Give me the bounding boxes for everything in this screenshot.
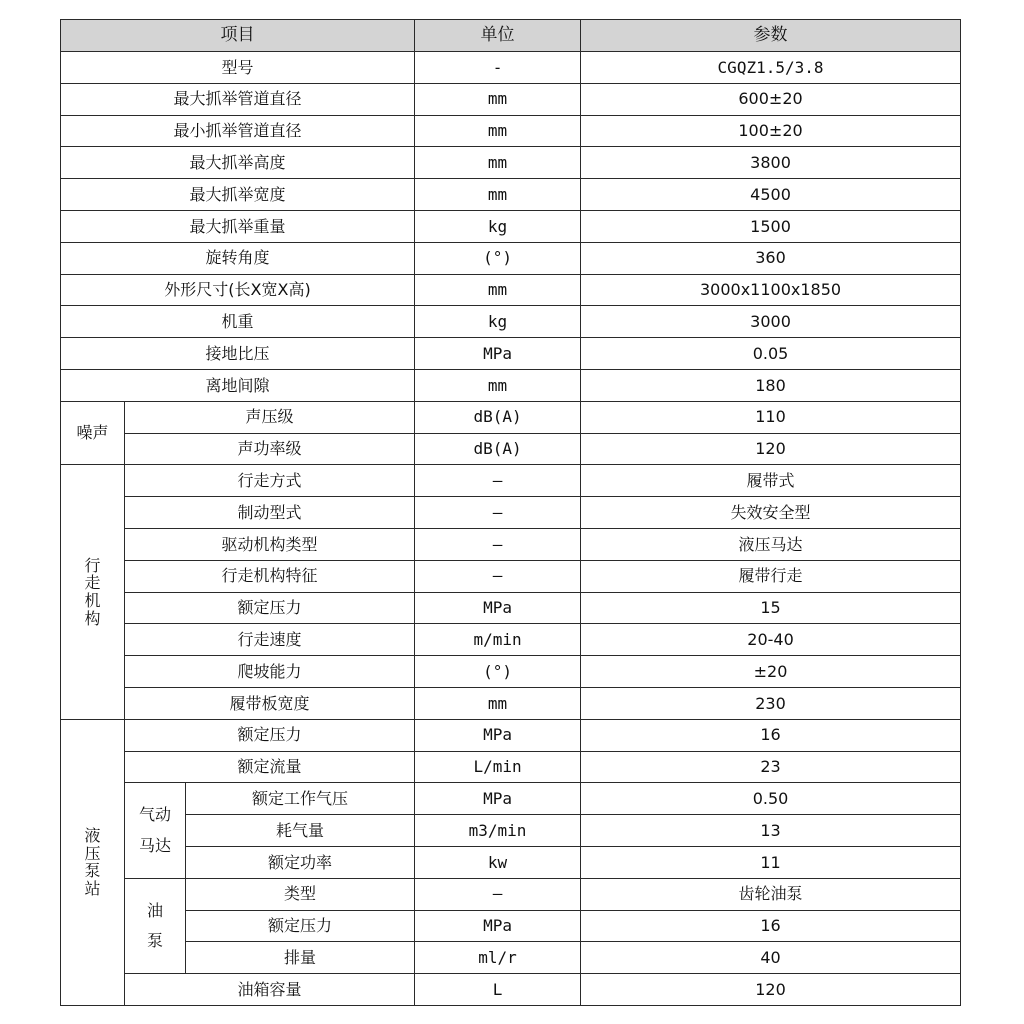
row-unit: MPa xyxy=(415,719,581,751)
row-label: 声功率级 xyxy=(125,433,415,465)
table-row xyxy=(61,751,961,783)
table-row xyxy=(61,433,961,465)
row-unit: — xyxy=(415,528,581,560)
table-row xyxy=(61,687,961,719)
row-unit: m3/min xyxy=(415,815,581,847)
table-row xyxy=(61,656,961,688)
row-label: 额定功率 xyxy=(186,846,415,878)
subgroup-label-oilpump-text: 油泵 xyxy=(146,900,163,950)
row-label: 行走方式 xyxy=(125,465,415,497)
row-label: 机重 xyxy=(61,306,415,338)
row-label: 耗气量 xyxy=(186,815,415,847)
table-row xyxy=(61,942,961,974)
table-row xyxy=(61,910,961,942)
table-row xyxy=(61,719,961,751)
row-unit: - xyxy=(415,52,581,84)
row-value: 履带行走 xyxy=(581,560,961,592)
row-value: 23 xyxy=(581,751,961,783)
row-value: 230 xyxy=(581,687,961,719)
header-item: 项目 xyxy=(61,20,415,52)
row-label: 离地间隙 xyxy=(61,369,415,401)
header-param: 参数 xyxy=(581,20,961,52)
subgroup-label-motor-text: 气动马达 xyxy=(138,805,171,855)
row-label: 最大抓举管道直径 xyxy=(61,83,415,115)
row-unit: MPa xyxy=(415,338,581,370)
row-label: 行走机构特征 xyxy=(125,560,415,592)
table-row xyxy=(61,115,961,147)
row-label: 声压级 xyxy=(125,401,415,433)
row-value: 4500 xyxy=(581,179,961,211)
table-row xyxy=(61,974,961,1006)
row-value: 180 xyxy=(581,369,961,401)
table-row xyxy=(61,83,961,115)
row-value: CGQZ1.5/3.8 xyxy=(581,52,961,84)
row-value: 1500 xyxy=(581,210,961,242)
row-value: 120 xyxy=(581,433,961,465)
table-row xyxy=(61,592,961,624)
row-label: 最大抓举宽度 xyxy=(61,179,415,211)
row-label: 驱动机构类型 xyxy=(125,528,415,560)
table-row xyxy=(61,815,961,847)
row-label: 制动型式 xyxy=(125,497,415,529)
row-value: ±20 xyxy=(581,656,961,688)
row-label: 型号 xyxy=(61,52,415,84)
row-label: 最大抓举高度 xyxy=(61,147,415,179)
row-label: 最大抓举重量 xyxy=(61,210,415,242)
row-label: 行走速度 xyxy=(125,624,415,656)
row-value: 40 xyxy=(581,942,961,974)
row-unit: kg xyxy=(415,306,581,338)
group-label-pump xyxy=(61,719,125,1005)
row-unit: dB(A) xyxy=(415,401,581,433)
row-value: 100±20 xyxy=(581,115,961,147)
table-row xyxy=(61,401,961,433)
row-unit: — xyxy=(415,497,581,529)
row-unit: L xyxy=(415,974,581,1006)
row-label: 额定流量 xyxy=(125,751,415,783)
row-unit: mm xyxy=(415,369,581,401)
table-row xyxy=(61,274,961,306)
row-value: 履带式 xyxy=(581,465,961,497)
row-unit: MPa xyxy=(415,783,581,815)
row-label: 额定工作气压 xyxy=(186,783,415,815)
row-value: 0.50 xyxy=(581,783,961,815)
row-label: 履带板宽度 xyxy=(125,687,415,719)
row-unit: m/min xyxy=(415,624,581,656)
row-value: 600±20 xyxy=(581,83,961,115)
row-value: 3000x1100x1850 xyxy=(581,274,961,306)
header-unit: 单位 xyxy=(415,20,581,52)
group-label-travel xyxy=(61,465,125,719)
row-label: 外形尺寸(长X宽X高) xyxy=(61,274,415,306)
row-value: 3800 xyxy=(581,147,961,179)
row-label: 额定压力 xyxy=(125,592,415,624)
row-unit: mm xyxy=(415,274,581,306)
row-unit: MPa xyxy=(415,910,581,942)
table-row xyxy=(61,179,961,211)
row-label: 额定压力 xyxy=(186,910,415,942)
group-label-travel-text: 行走机构 xyxy=(84,555,101,628)
row-unit: — xyxy=(415,878,581,910)
row-value: 120 xyxy=(581,974,961,1006)
table-row xyxy=(61,52,961,84)
row-unit: (°) xyxy=(415,242,581,274)
table-row xyxy=(61,147,961,179)
row-unit: mm xyxy=(415,179,581,211)
row-value: 20-40 xyxy=(581,624,961,656)
row-label: 类型 xyxy=(186,878,415,910)
table-row xyxy=(61,783,961,815)
table-row xyxy=(61,465,961,497)
group-label-noise: 噪声 xyxy=(61,401,125,465)
row-label: 爬坡能力 xyxy=(125,656,415,688)
group-label-pump-text: 液压泵站 xyxy=(84,826,101,898)
table-row xyxy=(61,338,961,370)
row-value: 16 xyxy=(581,719,961,751)
subgroup-label-oilpump xyxy=(125,878,186,973)
table-row xyxy=(61,624,961,656)
row-unit: dB(A) xyxy=(415,433,581,465)
row-label: 旋转角度 xyxy=(61,242,415,274)
table-row xyxy=(61,210,961,242)
row-unit: (°) xyxy=(415,656,581,688)
spec-table xyxy=(60,19,961,1006)
row-unit: kw xyxy=(415,846,581,878)
row-label: 接地比压 xyxy=(61,338,415,370)
row-label: 排量 xyxy=(186,942,415,974)
row-value: 液压马达 xyxy=(581,528,961,560)
table-row xyxy=(61,369,961,401)
row-label: 额定压力 xyxy=(125,719,415,751)
table-row xyxy=(61,846,961,878)
row-unit: mm xyxy=(415,147,581,179)
header-row xyxy=(61,20,961,52)
row-label: 油箱容量 xyxy=(125,974,415,1006)
row-value: 0.05 xyxy=(581,338,961,370)
row-value: 13 xyxy=(581,815,961,847)
row-value: 齿轮油泵 xyxy=(581,878,961,910)
row-value: 3000 xyxy=(581,306,961,338)
row-unit: MPa xyxy=(415,592,581,624)
row-unit: mm xyxy=(415,115,581,147)
table-row xyxy=(61,497,961,529)
row-value: 11 xyxy=(581,846,961,878)
row-value: 失效安全型 xyxy=(581,497,961,529)
row-value: 110 xyxy=(581,401,961,433)
row-label: 最小抓举管道直径 xyxy=(61,115,415,147)
row-unit: — xyxy=(415,560,581,592)
row-unit: — xyxy=(415,465,581,497)
table-row xyxy=(61,878,961,910)
subgroup-label-motor xyxy=(125,783,186,878)
table-row xyxy=(61,242,961,274)
row-unit: ml/r xyxy=(415,942,581,974)
table-row xyxy=(61,306,961,338)
row-unit: L/min xyxy=(415,751,581,783)
row-unit: mm xyxy=(415,687,581,719)
row-value: 16 xyxy=(581,910,961,942)
row-value: 15 xyxy=(581,592,961,624)
row-unit: mm xyxy=(415,83,581,115)
row-value: 360 xyxy=(581,242,961,274)
row-unit: kg xyxy=(415,210,581,242)
table-row xyxy=(61,560,961,592)
table-row xyxy=(61,528,961,560)
